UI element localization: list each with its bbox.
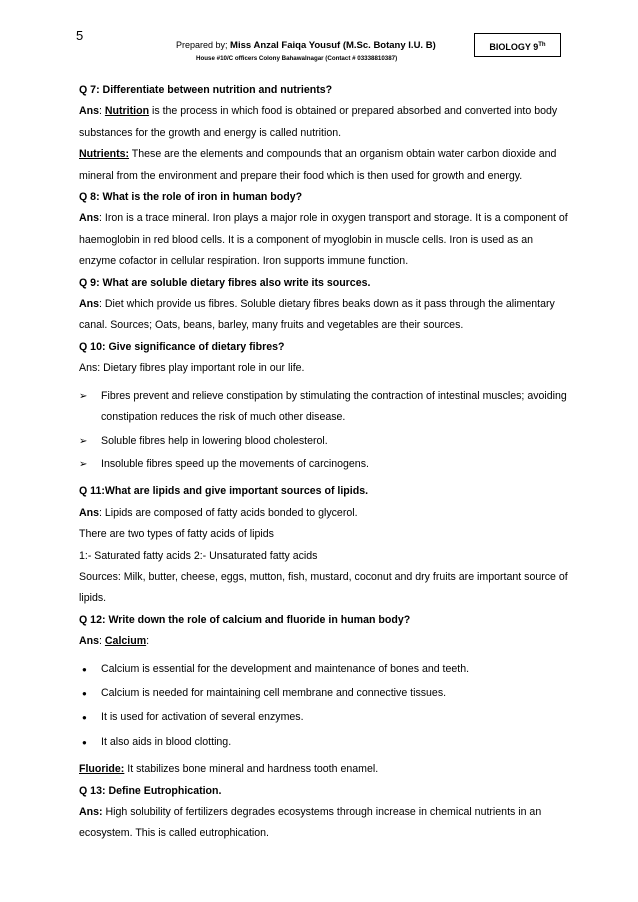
question-13: Q 13: Define Eutrophication. bbox=[79, 784, 222, 797]
term-nutrients: Nutrients: bbox=[79, 148, 130, 161]
fluoride-text: It stabilizes bone mineral and hardness tooth enamel. bbox=[124, 763, 379, 776]
list-item: ● Calcium is essential for the development and maintenance of bones and teeth. bbox=[79, 659, 569, 680]
list-item: ➢ Insoluble fibres speed up the movements of carcinogens. bbox=[79, 454, 569, 475]
answer-9-text: : Diet which provide us fibres. Soluble dietary fibres beaks down as it pass through the alimentary canal. Sources; Oats, beans, barley, many fruits and vegetables are their sources. bbox=[79, 298, 555, 332]
subject-superscript: Th bbox=[538, 42, 546, 48]
list-item: ➢ Fibres prevent and relieve constipation by stimulating the contraction of intestinal muscles; avoiding constipation reduces the risk of much other disease. bbox=[79, 386, 569, 429]
list-item: ● It also aids in blood clotting. bbox=[79, 732, 569, 753]
header-address: House #10/C officers Colony Bahawalnagar (Contact # 03338810387) bbox=[196, 55, 398, 62]
fatty-acid-types: 1:- Saturated fatty acids 2:- Unsaturated fatty acids bbox=[79, 549, 318, 562]
answer-8 bbox=[79, 208, 569, 272]
answer-7-text1: is the process in which food is obtained or prepared absorbed and converted into body substances for the growth and energy is called nutrition. bbox=[79, 105, 558, 139]
answer-11-text: : Lipids are composed of fatty acids bonded to glycerol. bbox=[99, 506, 358, 519]
answer-9 bbox=[79, 294, 569, 337]
header-prefix: Prepared by; bbox=[176, 40, 228, 50]
answer-13 bbox=[79, 802, 569, 845]
question-11: Q 11:What are lipids and give important sources of lipids. bbox=[79, 485, 369, 498]
header-author: Miss Anzal Faiqa Yousuf (M.Sc. Botany I.U. B) bbox=[230, 40, 436, 51]
ans-label: Ans bbox=[79, 105, 100, 118]
ans-label: Ans bbox=[79, 635, 100, 648]
answer-11 bbox=[79, 503, 569, 524]
ans-label: Ans: bbox=[79, 806, 103, 818]
answer-7-nutrition: Ans: Nutrition is the process in which food is obtained or prepared absorbed and converted into body substances for the growth and energy is called nutrition. bbox=[79, 105, 558, 139]
answer-13-text: High solubility of fertilizers degrades ecosystems through increase in chemical nutrients in an ecosystem. This is called eutrophication. bbox=[79, 806, 542, 840]
subject-box bbox=[474, 33, 561, 57]
list-item: ➢ Soluble fibres help in lowering blood cholesterol. bbox=[79, 431, 569, 452]
term-nutrition: Nutrition bbox=[104, 105, 150, 118]
header-preparer bbox=[176, 40, 436, 51]
list-item: ● It is used for activation of several enzymes. bbox=[79, 707, 569, 728]
ans-label: Ans bbox=[79, 212, 100, 225]
question-10: Q 10: Give significance of dietary fibres? bbox=[79, 340, 285, 353]
answer-7-text2: These are the elements and compounds that an organism obtain water carbon dioxide and mineral from the environment and prepare their food which is then used for growth and energy. bbox=[79, 148, 557, 182]
fibre-significance-list bbox=[79, 386, 569, 476]
question-12: Q 12: Write down the role of calcium and fluoride in human body? bbox=[79, 613, 411, 626]
calcium-role-list bbox=[79, 659, 569, 754]
answer-12-calcium-heading: Ans: Calcium: bbox=[79, 635, 150, 648]
ans-label: Ans bbox=[79, 298, 100, 311]
term-fluoride: Fluoride: bbox=[79, 763, 125, 776]
document-body bbox=[79, 80, 569, 845]
list-item: ● Calcium is needed for maintaining cell membrane and connective tissues. bbox=[79, 683, 569, 704]
fatty-acid-types-intro: There are two types of fatty acids of lipids bbox=[79, 528, 274, 541]
answer-7-nutrients bbox=[79, 144, 569, 187]
answer-12-fluoride bbox=[79, 759, 569, 780]
answer-8-text: : Iron is a trace mineral. Iron plays a major role in oxygen transport and storage. It is a component of haemoglobin in red blood cells. It is a component of myoglobin in muscle cells. Iron is used as an enzyme cofactor in cellular respiration. Iron supports immune function. bbox=[79, 212, 568, 268]
subject-label: BIOLOGY 9 bbox=[489, 42, 539, 52]
question-7: Q 7: Differentiate between nutrition and nutrients? bbox=[79, 84, 333, 96]
question-8: Q 8: What is the role of iron in human body? bbox=[79, 191, 303, 204]
term-calcium: Calcium bbox=[104, 635, 147, 648]
page-number: 5 bbox=[76, 28, 84, 43]
ans-label: Ans bbox=[79, 506, 100, 519]
answer-10-intro: Ans: Dietary fibres play important role in our life. bbox=[79, 362, 305, 375]
question-9: Q 9: What are soluble dietary fibres also write its sources. bbox=[79, 276, 371, 289]
lipid-sources: Sources: Milk, butter, cheese, eggs, mutton, fish, mustard, coconut and dry fruits are important source of lipids. bbox=[79, 570, 568, 605]
